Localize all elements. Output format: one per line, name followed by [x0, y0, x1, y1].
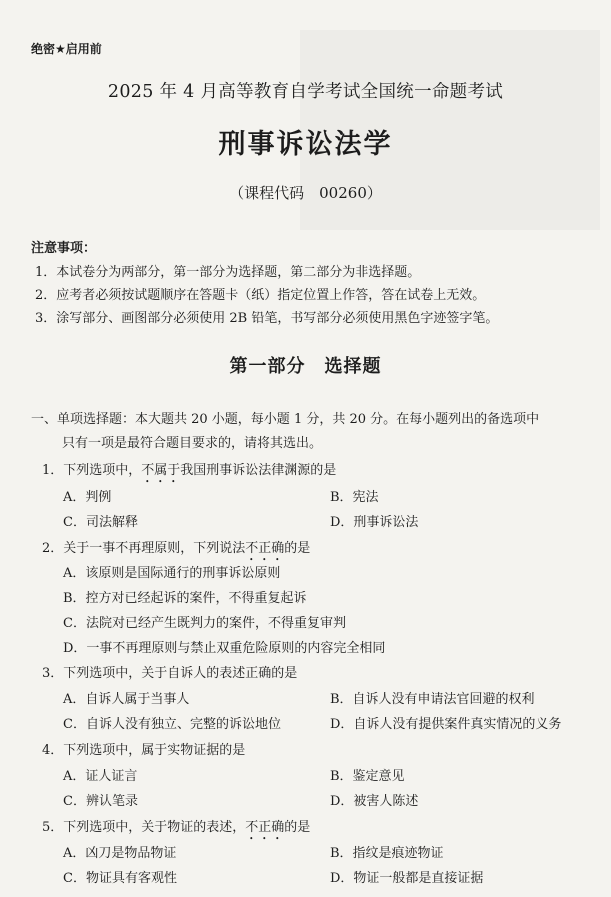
- option: C．司法解释: [63, 515, 138, 530]
- note-item: 3．涂写部分、画图部分必须使用 2B 铅笔，书写部分必须使用黑色字迹签字笔。: [35, 311, 499, 326]
- option: D．物证一般都是直接证据: [330, 871, 484, 886]
- option: C．自诉人没有独立、完整的诉讼地位: [63, 717, 281, 732]
- option: A．自诉人属于当事人: [63, 692, 190, 707]
- course-code: （课程代码 00260）: [229, 184, 382, 202]
- question-2: 2．关于一事不再理原则，下列说法不正确的是: [42, 541, 311, 556]
- option: A．判例: [63, 490, 112, 505]
- exam-title: 2025 年 4 月高等教育自学考试全国统一命题考试: [107, 82, 504, 102]
- secret-mark: 绝密★启用前: [31, 42, 102, 56]
- question-5: 5．下列选项中，关于物证的表述，不正确的是: [42, 820, 311, 835]
- option: B．宪法: [330, 490, 379, 505]
- part-title: 第一部分 选择题: [229, 356, 382, 377]
- emphasis-text: 不属于: [141, 463, 181, 478]
- option: D．自诉人没有提供案件真实情况的义务: [330, 717, 562, 732]
- section-heading: 一、单项选择题：本大题共 20 小题，每小题 1 分，共 20 分。在每小题列出的备选项中: [31, 412, 540, 427]
- option: A．证人证言: [63, 769, 138, 784]
- option: D．一事不再理原则与禁止双重危险原则的内容完全相同: [63, 641, 386, 656]
- notes-title: 注意事项：: [31, 241, 97, 256]
- option: B．控方对已经起诉的案件，不得重复起诉: [63, 591, 307, 606]
- option: B．自诉人没有申请法官回避的权利: [330, 692, 535, 707]
- option: C．物证具有客观性: [63, 871, 177, 886]
- option: A．凶刀是物品物证: [63, 846, 177, 861]
- option: D．被害人陈述: [330, 794, 419, 809]
- option: C．法院对已经产生既判力的案件，不得重复审判: [63, 616, 346, 631]
- option: A．该原则是国际通行的刑事诉讼原则: [63, 566, 281, 581]
- option: C．辨认笔录: [63, 794, 138, 809]
- question-1: 1．下列选项中，不属于我国刑事诉讼法律渊源的是: [42, 463, 337, 478]
- note-item: 2．应考者必须按试题顺序在答题卡（纸）指定位置上作答，答在试卷上无效。: [35, 288, 486, 303]
- option: B．鉴定意见: [330, 769, 405, 784]
- question-4: 4．下列选项中，属于实物证据的是: [42, 743, 246, 758]
- emphasis-text: 不正确: [245, 541, 285, 556]
- note-item: 1．本试卷分为两部分，第一部分为选择题，第二部分为非选择题。: [35, 265, 421, 280]
- option: D．刑事诉讼法: [330, 515, 419, 530]
- emphasis-text: 不正确: [245, 820, 285, 835]
- section-heading-cont: 只有一项是最符合题目要求的，请将其选出。: [62, 436, 323, 451]
- option: B．指纹是痕迹物证: [330, 846, 444, 861]
- question-3: 3．下列选项中，关于自诉人的表述正确的是: [42, 666, 298, 681]
- subject-title: 刑事诉讼法学: [218, 129, 393, 160]
